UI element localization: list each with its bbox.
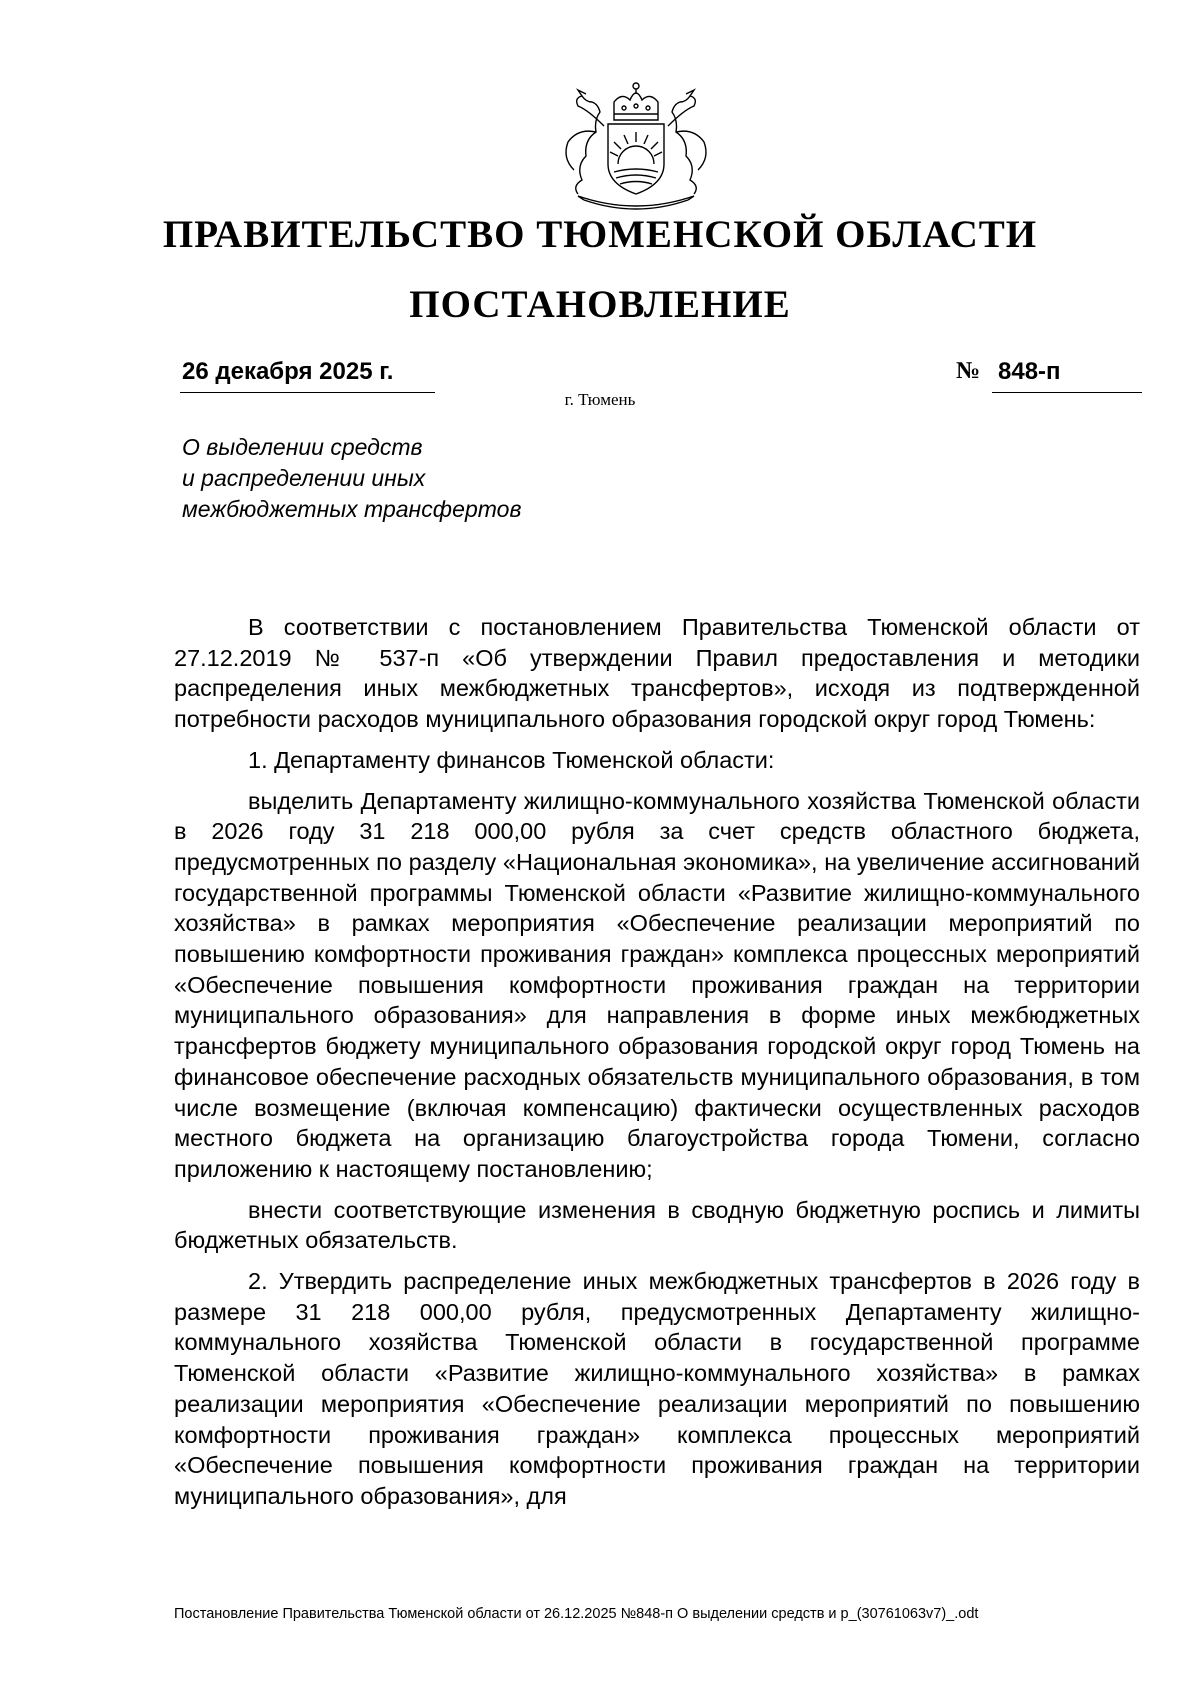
page-footer: Постановление Правительства Тюменской области от 26.12.2025 №848-п О выделении средств и р_(30761063v7)_.odt	[174, 1606, 979, 1622]
date-field	[180, 358, 435, 393]
coat-of-arms-icon	[548, 80, 724, 214]
number-sign: №	[956, 358, 981, 384]
document-body	[174, 612, 1140, 1522]
document-date: 26 декабря 2025 г.	[182, 358, 394, 385]
subject-line: и распределении иных	[182, 465, 426, 491]
subject-line: межбюджетных трансфертов	[182, 496, 522, 522]
document-subject	[182, 432, 642, 525]
subject-line: О выделении средств	[182, 434, 423, 460]
number-underline	[992, 358, 1142, 393]
body-paragraph-item-1: 1. Департаменту финансов Тюменской области:	[248, 746, 775, 773]
document-number: 848-п	[998, 358, 1061, 385]
government-title: ПРАВИТЕЛЬСТВО ТЮМЕНСКОЙ ОБЛАСТИ	[162, 213, 1038, 256]
body-paragraph-preamble: В соответствии с постановлением Правительства Тюменской области от 27.12.2019 № 537-п «Об утверждении Правил предоставления и методики распределения иных межбюджетных трансфертов», исходя из подтвержденной потребности расходов муниципального образования городской округ город Тюмень:	[174, 614, 1140, 733]
body-paragraph-amend: внести соответствующие изменения в сводную бюджетную роспись и лимиты бюджетных обязательств.	[174, 1196, 1140, 1254]
document-type: ПОСТАНОВЛЕНИЕ	[409, 283, 791, 326]
body-paragraph-allocate: выделить Департаменту жилищно-коммунального хозяйства Тюменской области в 2026 году 31 218 000,00 рубля за счет средств областного бюджета, предусмотренных по разделу «Национальная экономика», на увеличение ассигнований государственной программы Тюменской области «Развитие жилищно-коммунального хозяйства» в рамках мероприятия «Обеспечение реализации мероприятий по повышению комфортности проживания граждан» комплекса процессных мероприятий «Обеспечение повышения комфортности проживания граждан на территории муниципального образования» для направления в форме иных межбюджетных трансфертов бюджету муниципального образования городской округ город Тюмень на финансовое обеспечение расходных обязательств муниципального образования, в том числе возмещение (включая компенсацию) фактически осуществленных расходов местного бюджета на организацию благоустройства города Тюмени, согласно приложению к настоящему постановлению;	[174, 787, 1140, 1182]
body-paragraph-item-2: 2. Утвердить распределение иных межбюджетных трансфертов в 2026 году в размере 31 218 000,00 рубля, предусмотренных Департаменту жилищно-коммунального хозяйства Тюменской области в государственной программе Тюменской области «Развитие жилищно-коммунального хозяйства» в рамках реализации мероприятия «Обеспечение реализации мероприятий по повышению комфортности проживания граждан» комплекса процессных мероприятий «Обеспечение повышения комфортности проживания граждан на территории муниципального образования», для	[174, 1268, 1140, 1509]
document-city: г. Тюмень	[564, 390, 636, 409]
number-field	[956, 358, 1142, 392]
